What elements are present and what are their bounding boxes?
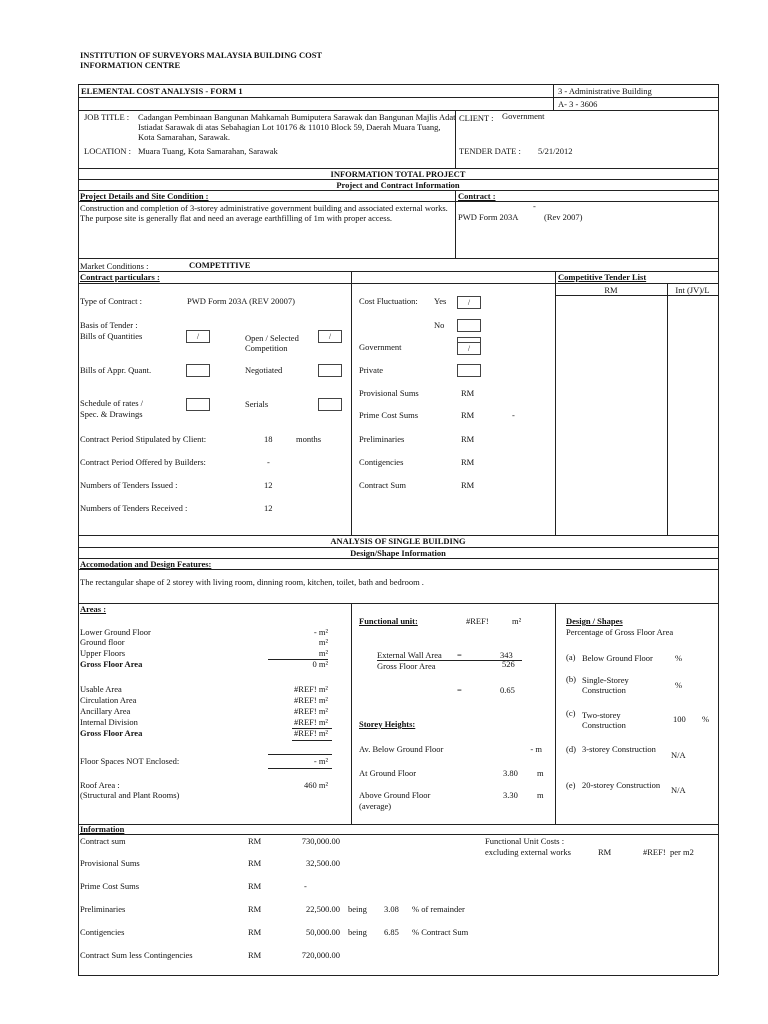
option-c-value: 100 [673, 714, 686, 724]
usable-area-value: #REF! m² [294, 684, 328, 694]
info-contingencies-note: % Contract Sum [412, 927, 469, 937]
ground-floor-label: Ground floor [80, 637, 125, 647]
functional-unit-costs-unit: per m2 [670, 847, 694, 857]
roof-area-label: Roof Area : [80, 780, 120, 790]
period-unit: months [296, 434, 322, 444]
ratio-value: 0.65 [500, 685, 515, 695]
usable-area-label: Usable Area [80, 684, 122, 694]
contingencies-rm: RM [461, 457, 475, 467]
contract-revision: (Rev 2007) [544, 212, 583, 222]
job-divider [455, 110, 456, 168]
basis-of-tender-label: Basis of Tender : [80, 320, 138, 330]
contract-form: PWD Form 203A [458, 212, 519, 222]
not-enclosed-rule [268, 754, 332, 755]
at-ground-floor-value: 3.80 [503, 768, 518, 778]
info-total-subheading: Project and Contract Information [336, 180, 460, 190]
not-enclosed-rule-2 [268, 768, 332, 769]
tender-list-divider [667, 283, 668, 535]
job-title: Cadangan Pembinaan Bangunan Mahkamah Bumiputera Sarawak dan Bangunan Majlis Adat Istiadat Sarawak di atas Sebahagian Lot 10176 & 11010 Block 59, Daerah Muara Tuang, Kota Samarahan, Sarawak. [138, 112, 456, 142]
functional-unit-costs-value: #REF! [643, 847, 666, 857]
contract-dash: - [533, 201, 536, 211]
tender-date-value: 5/21/2012 [538, 146, 573, 156]
frame-left [78, 84, 79, 975]
info-prime-cost-label: Prime Cost Sums [80, 881, 140, 891]
ratio-equals: = [457, 685, 462, 695]
bills-of-quantities-checkbox[interactable]: / [186, 330, 210, 343]
preliminaries-label: Preliminaries [359, 434, 405, 444]
functional-unit-label: Functional unit: [359, 616, 418, 626]
external-wall-area-label: External Wall Area [377, 650, 442, 660]
prime-cost-sums-dash: - [512, 410, 515, 420]
contract-sum-rm: RM [461, 480, 475, 490]
period-builders-label: Contract Period Offered by Builders: [80, 457, 206, 467]
market-conditions-label: Market Conditions : [80, 261, 149, 271]
government-label: Government [359, 342, 402, 352]
not-enclosed-label: Floor Spaces NOT Enclosed: [80, 756, 180, 766]
info-contingencies-being: being [348, 927, 367, 937]
frame-top [78, 84, 718, 85]
contract-label: Contract : [458, 191, 496, 201]
contract-sum-label: Contract Sum [359, 480, 406, 490]
gross-floor-area-label: Gross Floor Area [80, 659, 143, 669]
tender-list-col-int: Int (JV)/L [675, 285, 710, 295]
prime-cost-sums-label: Prime Cost Sums [359, 410, 419, 420]
gross-floor-area-denominator-label: Gross Floor Area [377, 661, 436, 671]
building-type: 3 - Administrative Building [558, 86, 652, 96]
info-provisional-sums-value: 32,500.00 [306, 858, 340, 868]
info-less-contingencies-value: 720,000.00 [301, 950, 340, 960]
roof-area-note: (Structural and Plant Rooms) [80, 790, 180, 800]
information-rule [78, 834, 718, 835]
info-total-heading: INFORMATION TOTAL PROJECT [330, 169, 466, 179]
client-label: CLIENT : [459, 113, 494, 123]
type-of-contract-label: Type of Contract : [80, 296, 142, 306]
gross-floor-area-2-value: #REF! m² [294, 728, 328, 738]
gross-floor-area-value: 0 m² [312, 659, 328, 669]
information-heading: Information [80, 824, 125, 834]
particulars-divider-2 [555, 271, 556, 535]
lower-ground-floor-label: Lower Ground Floor [80, 627, 151, 637]
below-ground-floor-label: Av. Below Ground Floor [359, 744, 444, 754]
contract-particulars-heading: Contract particulars : [80, 272, 160, 282]
info-preliminaries-being: being [348, 904, 367, 914]
option-a-label: Below Ground Floor [582, 653, 653, 663]
gross-floor-area-denominator-value: 526 [502, 659, 515, 669]
functional-unit-costs-rm: RM [598, 847, 612, 857]
design-shapes-subheading: Percentage of Gross Floor Area [566, 627, 674, 637]
cost-fluctuation-label: Cost Fluctuation: [359, 296, 418, 306]
roof-area-value: 460 m² [303, 780, 328, 790]
private-label: Private [359, 365, 384, 375]
not-enclosed-value: - m² [313, 756, 328, 766]
option-b-label: Single-Storey [582, 675, 629, 685]
tenders-issued-value: 12 [264, 480, 273, 490]
info-contingencies-rm: RM [248, 927, 262, 937]
org-name-line-2: INFORMATION CENTRE [80, 60, 181, 70]
functional-unit-costs-note: excluding external works [485, 847, 571, 857]
areas-divider-1 [351, 603, 352, 824]
period-client-label: Contract Period Stipulated by Client: [80, 434, 207, 444]
functional-unit-costs-label: Functional Unit Costs : [485, 836, 565, 846]
provisional-sums-label: Provisional Sums [359, 388, 419, 398]
option-d-value: N/A [671, 750, 686, 760]
schedule-of-rates-checkbox[interactable] [186, 398, 210, 411]
bills-of-appr-quant-checkbox[interactable] [186, 364, 210, 377]
upper-floors-value: m² [318, 648, 328, 658]
particulars-rule [78, 283, 718, 284]
cost-fluctuation-yes-checkbox[interactable]: / [457, 296, 481, 309]
frame-bottom [78, 975, 718, 976]
option-b-label-2: Construction [582, 685, 626, 695]
project-details-label: Project Details and Site Condition : [80, 191, 209, 201]
single-building-heading: ANALYSIS OF SINGLE BUILDING [330, 536, 466, 546]
info-provisional-sums-rm: RM [248, 858, 262, 868]
period-client-value: 18 [264, 434, 273, 444]
contingencies-label: Contigencies [359, 457, 404, 467]
information-rule-top [78, 824, 718, 825]
option-c-label: Two-storey [582, 710, 621, 720]
info-less-contingencies-label: Contract Sum less Contingencies [80, 950, 193, 960]
schedule-of-rates-label: Schedule of rates / [80, 398, 144, 408]
at-ground-floor-label: At Ground Floor [359, 768, 417, 778]
internal-division-label: Internal Division [80, 717, 138, 727]
prime-cost-sums-rm: RM [461, 410, 475, 420]
type-of-contract-value: PWD Form 203A (REV 20007) [187, 296, 295, 306]
market-conditions-value: COMPETITIVE [189, 260, 251, 270]
ancillary-area-label: Ancillary Area [80, 706, 131, 716]
tender-list-col-rm: RM [604, 285, 618, 295]
market-rule-top [78, 258, 718, 259]
info-less-contingencies-rm: RM [248, 950, 262, 960]
serials-label: Serials [245, 399, 269, 409]
info-provisional-sums-label: Provisional Sums [80, 858, 140, 868]
option-d-key: (d) [566, 744, 576, 754]
bills-of-quantities-label: Bills of Quantities [80, 331, 143, 341]
serials-checkbox[interactable] [318, 398, 342, 411]
info-contingencies-label: Contigencies [80, 927, 125, 937]
period-builders-value: - [267, 457, 270, 467]
title-rule [78, 97, 718, 98]
design-shapes-label: Design / Shapes [566, 616, 623, 626]
info-preliminaries-value: 22,500.00 [306, 904, 340, 914]
option-a-key: (a) [566, 652, 576, 662]
location-value: Muara Tuang, Kota Samarahan, Sarawak [138, 146, 278, 156]
external-wall-area-value: 343 [500, 650, 513, 660]
spec-drawings-label: Spec. & Drawings [80, 409, 143, 419]
option-b-key: (b) [566, 674, 576, 684]
above-ground-floor-note: (average) [359, 801, 392, 811]
info-preliminaries-rm: RM [248, 904, 262, 914]
gross-floor-area-2-label: Gross Floor Area [80, 728, 143, 738]
government-checkbox[interactable]: / [457, 342, 481, 355]
info-preliminaries-percent: 3.08 [384, 904, 399, 914]
functional-unit-value: #REF! [466, 616, 489, 626]
ancillary-area-value: #REF! m² [294, 706, 328, 716]
ref-rule [78, 110, 718, 111]
info-preliminaries-label: Preliminaries [80, 904, 126, 914]
private-checkbox[interactable] [457, 364, 481, 377]
option-e-key: (e) [566, 780, 576, 790]
storey-heights-label: Storey Heights: [359, 719, 416, 729]
job-title-label: JOB TITLE : [84, 112, 130, 122]
negotiated-checkbox[interactable] [318, 364, 342, 377]
above-ground-floor-label: Above Ground Floor [359, 790, 431, 800]
option-c-label-2: Construction [582, 720, 626, 730]
tenders-received-value: 12 [264, 503, 273, 513]
provisional-sums-rm: RM [461, 388, 475, 398]
tender-date-label: TENDER DATE : [459, 146, 521, 156]
frame-right [718, 84, 719, 975]
option-c-percent: % [702, 714, 710, 724]
areas-label: Areas : [80, 604, 107, 614]
option-d-label: 3-storey Construction [582, 744, 656, 754]
option-a-value: % [675, 653, 683, 663]
cost-fluctuation-no-checkbox[interactable] [457, 319, 481, 332]
open-selected-label: Open / Selected [245, 333, 299, 343]
circulation-area-label: Circulation Area [80, 695, 137, 705]
gfa2-double-rule [292, 740, 332, 741]
at-ground-floor-unit: m [537, 768, 544, 778]
below-ground-floor-value: - m [530, 744, 542, 754]
bills-of-appr-quant-label: Bills of Appr. Quant. [80, 365, 152, 375]
info-prime-cost-value: - [304, 881, 307, 891]
option-c-key: (c) [566, 708, 576, 718]
circulation-area-value: #REF! m² [294, 695, 328, 705]
reference-number: A- 3 - 3606 [558, 99, 598, 109]
form-title: ELEMENTAL COST ANALYSIS - FORM 1 [81, 86, 243, 96]
info-contract-sum-value: 730,000.00 [301, 836, 340, 846]
org-name-line-1: INSTITUTION OF SURVEYORS MALAYSIA BUILDING COST [80, 50, 323, 60]
ground-floor-value: m² [318, 637, 328, 647]
info-contingencies-value: 50,000.00 [306, 927, 340, 937]
location-label: LOCATION : [84, 146, 131, 156]
info-contingencies-percent: 6.85 [384, 927, 399, 937]
internal-division-value: #REF! m² [294, 717, 328, 727]
above-ground-floor-value: 3.30 [503, 790, 518, 800]
external-wall-equals: = [457, 650, 462, 660]
areas-divider-2 [555, 603, 556, 824]
info-preliminaries-note: % of remainder [412, 904, 465, 914]
cost-fluctuation-yes-label: Yes [434, 296, 447, 306]
client-value: Government [502, 111, 545, 121]
accommodation-text: The rectangular shape of 2 storey with living room, dinning room, kitchen, toilet, bath and bedroom . [80, 577, 424, 587]
functional-unit-unit: m² [512, 616, 522, 626]
competition-label: Competition [245, 343, 288, 353]
info-contract-sum-rm: RM [248, 836, 262, 846]
cost-fluctuation-no-label: No [434, 320, 445, 330]
info-prime-cost-rm: RM [248, 881, 262, 891]
negotiated-label: Negotiated [245, 365, 283, 375]
accommodation-rule [78, 569, 718, 570]
info-contract-sum-label: Contract sum [80, 836, 126, 846]
tenders-issued-label: Numbers of Tenders Issued : [80, 480, 178, 490]
particulars-divider-1 [351, 271, 352, 535]
areas-rule-top [78, 603, 718, 604]
upper-floors-label: Upper Floors [80, 648, 126, 658]
project-rule [78, 201, 718, 202]
accommodation-label: Accomodation and Design Features: [80, 559, 212, 569]
tender-list-heading: Competitive Tender List [558, 272, 647, 282]
tenders-received-label: Numbers of Tenders Received : [80, 503, 188, 513]
lower-ground-floor-value: - m² [313, 627, 328, 637]
option-b-value: % [675, 680, 683, 690]
open-selected-checkbox[interactable]: / [318, 330, 342, 343]
option-e-value: N/A [671, 785, 686, 795]
option-e-label: 20-storey Construction [582, 780, 661, 790]
project-details-text: Construction and completion of 3-storey administrative government building and associated external works. The purpose site is generally flat and need an average earthfilling of 1m with proper access. [80, 203, 448, 223]
single-building-subheading: Design/Shape Information [350, 548, 446, 558]
tender-list-rule [555, 295, 718, 296]
above-ground-floor-unit: m [537, 790, 544, 800]
preliminaries-rm: RM [461, 434, 475, 444]
